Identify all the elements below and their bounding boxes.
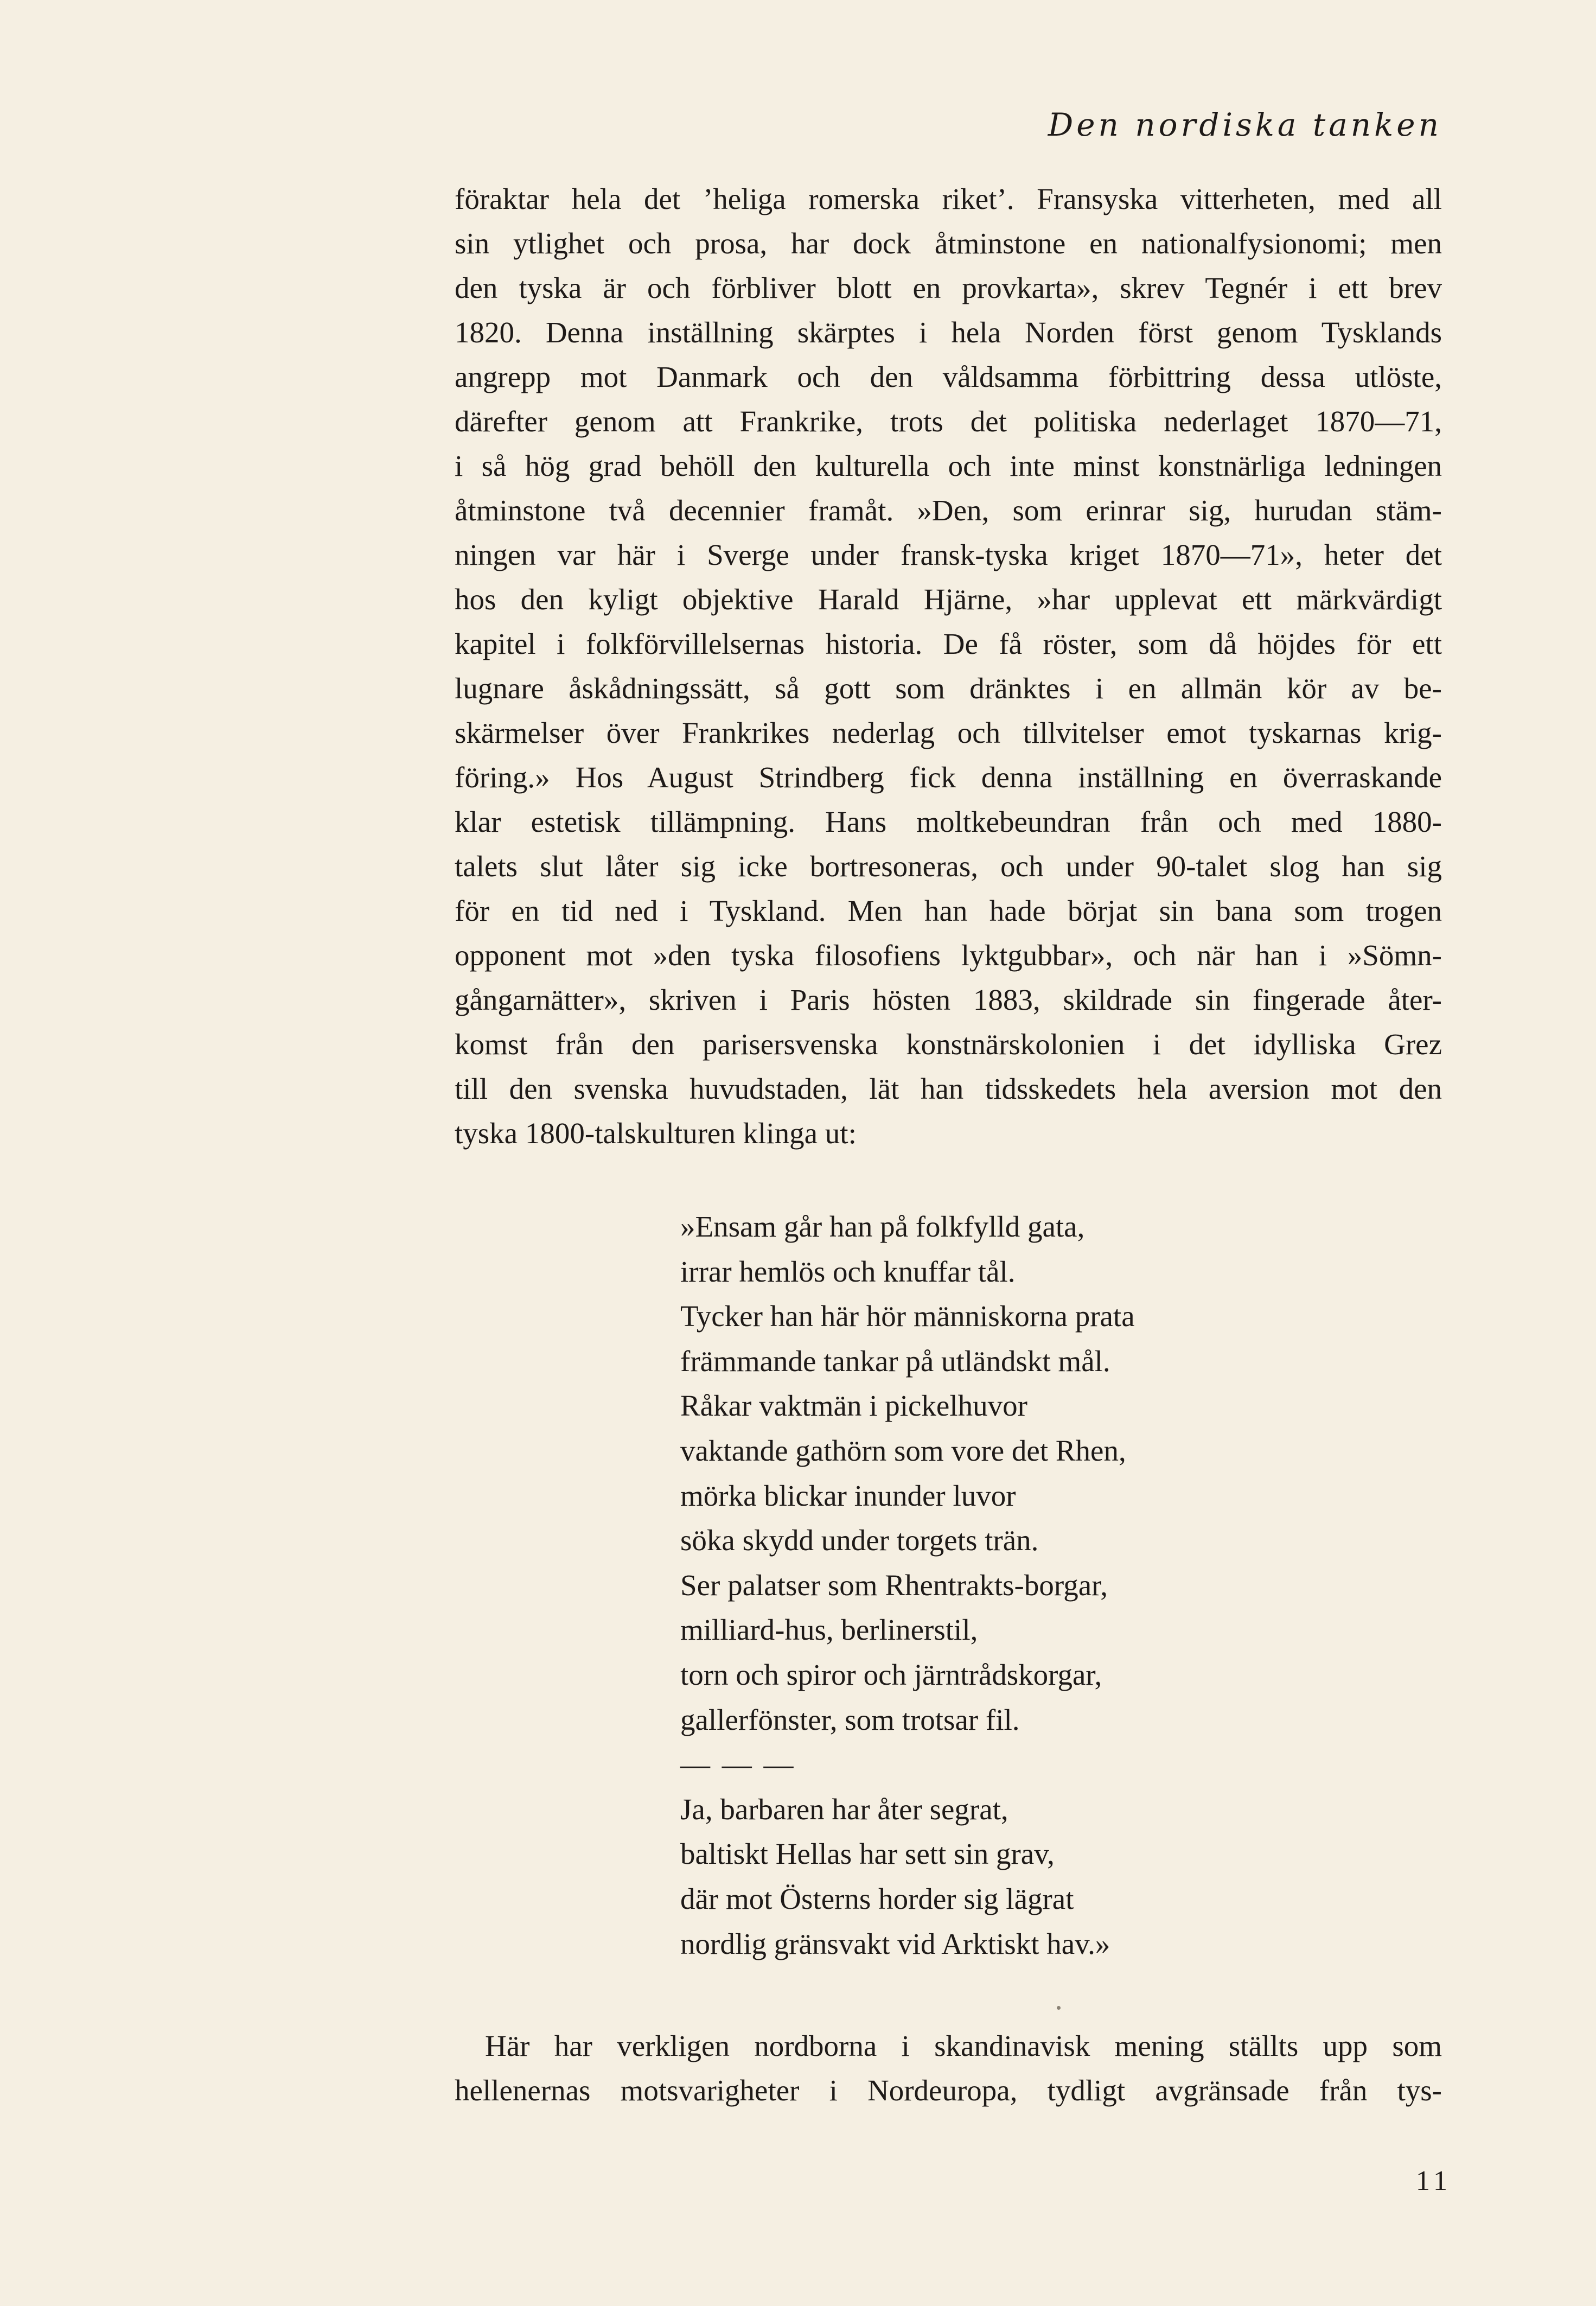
- text-line: angrepp mot Danmark och den våldsamma förbittring dessa utlöste,: [455, 360, 1442, 393]
- text-line: gångarnätter», skriven i Paris hösten 1883, skildrade sin fingerade åter-: [455, 983, 1442, 1016]
- poem-line: irrar hemlös och knuffar tål.: [680, 1254, 1016, 1288]
- text-line: ningen var här i Sverge under fransk-tyska kriget 1870—71», heter det: [455, 538, 1442, 571]
- text-line: hellenernas motsvarigheter i Nordeuropa, tydligt avgränsade från tys-: [455, 2074, 1442, 2107]
- poem-line: Tycker han här hör människorna prata: [680, 1299, 1135, 1333]
- text-line: tyska 1800-talskulturen klinga ut:: [455, 1117, 857, 1150]
- poem-line: mörka blickar inunder luvor: [680, 1479, 1016, 1512]
- text-line: talets slut låter sig icke bortresoneras, och under 90-talet slog han sig: [455, 850, 1442, 883]
- text-line: sin ytlighet och prosa, har dock åtminstone en nationalfysionomi; men: [455, 227, 1442, 260]
- text-line: kapitel i folkförvillelsernas historia. De få röster, som då höjdes för ett: [455, 627, 1442, 660]
- text-line: föring.» Hos August Strindberg fick denna inställning en överraskande: [455, 761, 1442, 794]
- poem-line: vaktande gathörn som vore det Rhen,: [680, 1434, 1126, 1467]
- text-line: hos den kyligt objektive Harald Hjärne, »har upplevat ett märkvärdigt: [455, 583, 1442, 616]
- text-line: klar estetisk tillämpning. Hans moltkebeundran från och med 1880-: [455, 805, 1442, 838]
- text-line: till den svenska huvudstaden, lät han tidsskedets hela aversion mot den: [455, 1072, 1442, 1105]
- poem-line: Ja, barbaren har åter segrat,: [680, 1792, 1008, 1826]
- poem-line: främmande tankar på utländskt mål.: [680, 1344, 1110, 1378]
- running-head: Den nordiska tanken: [1048, 106, 1442, 143]
- poem-line: Råkar vaktmän i pickelhuvor: [680, 1389, 1027, 1423]
- text-line: Här har verkligen nordborna i skandinavisk mening ställts upp som: [485, 2029, 1442, 2062]
- text-line: åtminstone två decennier framåt. »Den, som erinrar sig, hurudan stäm-: [455, 494, 1442, 527]
- text-line: den tyska är och förbliver blott en provkarta», skrev Tegnér i ett brev: [455, 271, 1442, 304]
- poem-line: milliard-hus, berlinerstil,: [680, 1613, 978, 1647]
- text-line: för en tid ned i Tyskland. Men han hade börjat sin bana som trogen: [455, 894, 1442, 927]
- poem-line: torn och spiror och järntrådskorgar,: [680, 1658, 1102, 1691]
- poem-line: nordlig gränsvakt vid Arktiskt hav.»: [680, 1927, 1110, 1960]
- stanza-separator: — — —: [680, 1748, 796, 1781]
- text-line: opponent mot »den tyska filosofiens lyktgubbar», och när han i »Sömn-: [455, 939, 1442, 972]
- poem-line: där mot Österns horder sig lägrat: [680, 1882, 1074, 1915]
- poem-line: Ser palatser som Rhentrakts-borgar,: [680, 1568, 1108, 1602]
- text-line: i så hög grad behöll den kulturella och inte minst konstnärliga ledningen: [455, 449, 1442, 482]
- poem-line: baltiskt Hellas har sett sin grav,: [680, 1837, 1055, 1871]
- poem-quotation: [680, 1205, 1135, 1966]
- text-line: föraktar hela det ’heliga romerska riket’. Fransyska vitterheten, med all: [455, 182, 1442, 215]
- text-line: 1820. Denna inställning skärptes i hela Norden först genom Tysklands: [455, 316, 1442, 349]
- poem-line: söka skydd under torgets trän.: [680, 1524, 1039, 1557]
- poem-line: »Ensam går han på folkfylld gata,: [680, 1210, 1085, 1243]
- text-line: därefter genom att Frankrike, trots det politiska nederlaget 1870—71,: [455, 405, 1442, 438]
- page-number: 11: [1415, 2165, 1452, 2196]
- ink-speck: [1057, 2006, 1061, 2010]
- paragraph-2: [455, 2024, 1442, 2113]
- paragraph-1: [455, 177, 1442, 1156]
- text-line: komst från den parisersvenska konstnärskolonien i det idylliska Grez: [455, 1028, 1442, 1061]
- text-line: lugnare åskådningssätt, så gott som dränktes i en allmän kör av be-: [455, 672, 1442, 705]
- poem-line: gallerfönster, som trotsar fil.: [680, 1703, 1020, 1736]
- text-line: skärmelser över Frankrikes nederlag och tillvitelser emot tyskarnas krig-: [455, 716, 1442, 749]
